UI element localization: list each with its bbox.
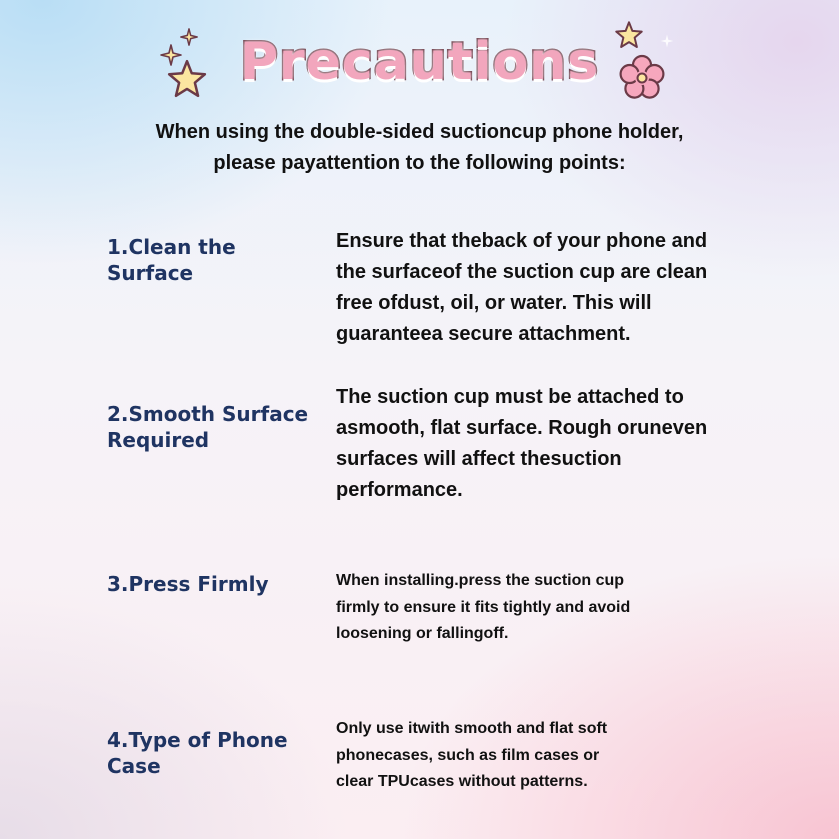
page-title: Precautions xyxy=(239,32,600,92)
item-title-clean-surface xyxy=(107,234,327,286)
item-desc-line: free ofdust, oil, or water. This will xyxy=(336,292,652,314)
intro-text xyxy=(0,117,839,179)
item-desc-line: loosening or fallingoff. xyxy=(336,625,509,642)
item-desc-line: clear TPUcases without patterns. xyxy=(336,773,588,790)
item-title-line: Case xyxy=(107,754,161,778)
item-desc-line: Only use itwith smooth and flat soft xyxy=(336,720,608,737)
item-desc-line: the surfaceof the suction cup are clean xyxy=(336,261,708,283)
item-desc-line: The suction cup must be attached to xyxy=(336,386,684,408)
item-desc-press-firmly xyxy=(336,568,756,648)
item-desc-line: performance. xyxy=(336,479,463,501)
item-desc-line: phonecases, such as film cases or xyxy=(336,746,600,764)
item-title-line: 2.Smooth Surface xyxy=(107,402,309,426)
item-title-phone-case xyxy=(107,727,327,779)
item-desc-line: Ensure that theback of your phone and xyxy=(336,230,708,252)
item-desc-line: When installing.press the suction cup xyxy=(336,572,625,589)
item-desc-line: surfaces will affect thesuction xyxy=(336,448,622,470)
item-title-smooth-surface xyxy=(107,401,327,453)
item-desc-line: asmooth, flat surface. Rough oruneven xyxy=(336,417,708,439)
item-title-press-firmly xyxy=(107,571,327,597)
item-desc-line: guaranteea secure attachment. xyxy=(336,323,631,345)
item-title-line: 3.Press Firmly xyxy=(107,572,269,596)
intro-line: please payattention to the following points: xyxy=(213,152,626,174)
item-desc-smooth-surface xyxy=(336,382,756,506)
item-desc-line: firmly to ensure it fits tightly and avoid xyxy=(336,598,631,616)
item-desc-clean-surface xyxy=(336,226,756,350)
intro-line: When using the double-sided suctioncup phone holder, xyxy=(155,121,684,143)
item-title-line: 1.Clean the Surface xyxy=(107,235,236,285)
item-title-line: 4.Type of Phone xyxy=(107,728,288,752)
item-desc-phone-case xyxy=(336,716,756,796)
item-title-line: Required xyxy=(107,428,210,452)
